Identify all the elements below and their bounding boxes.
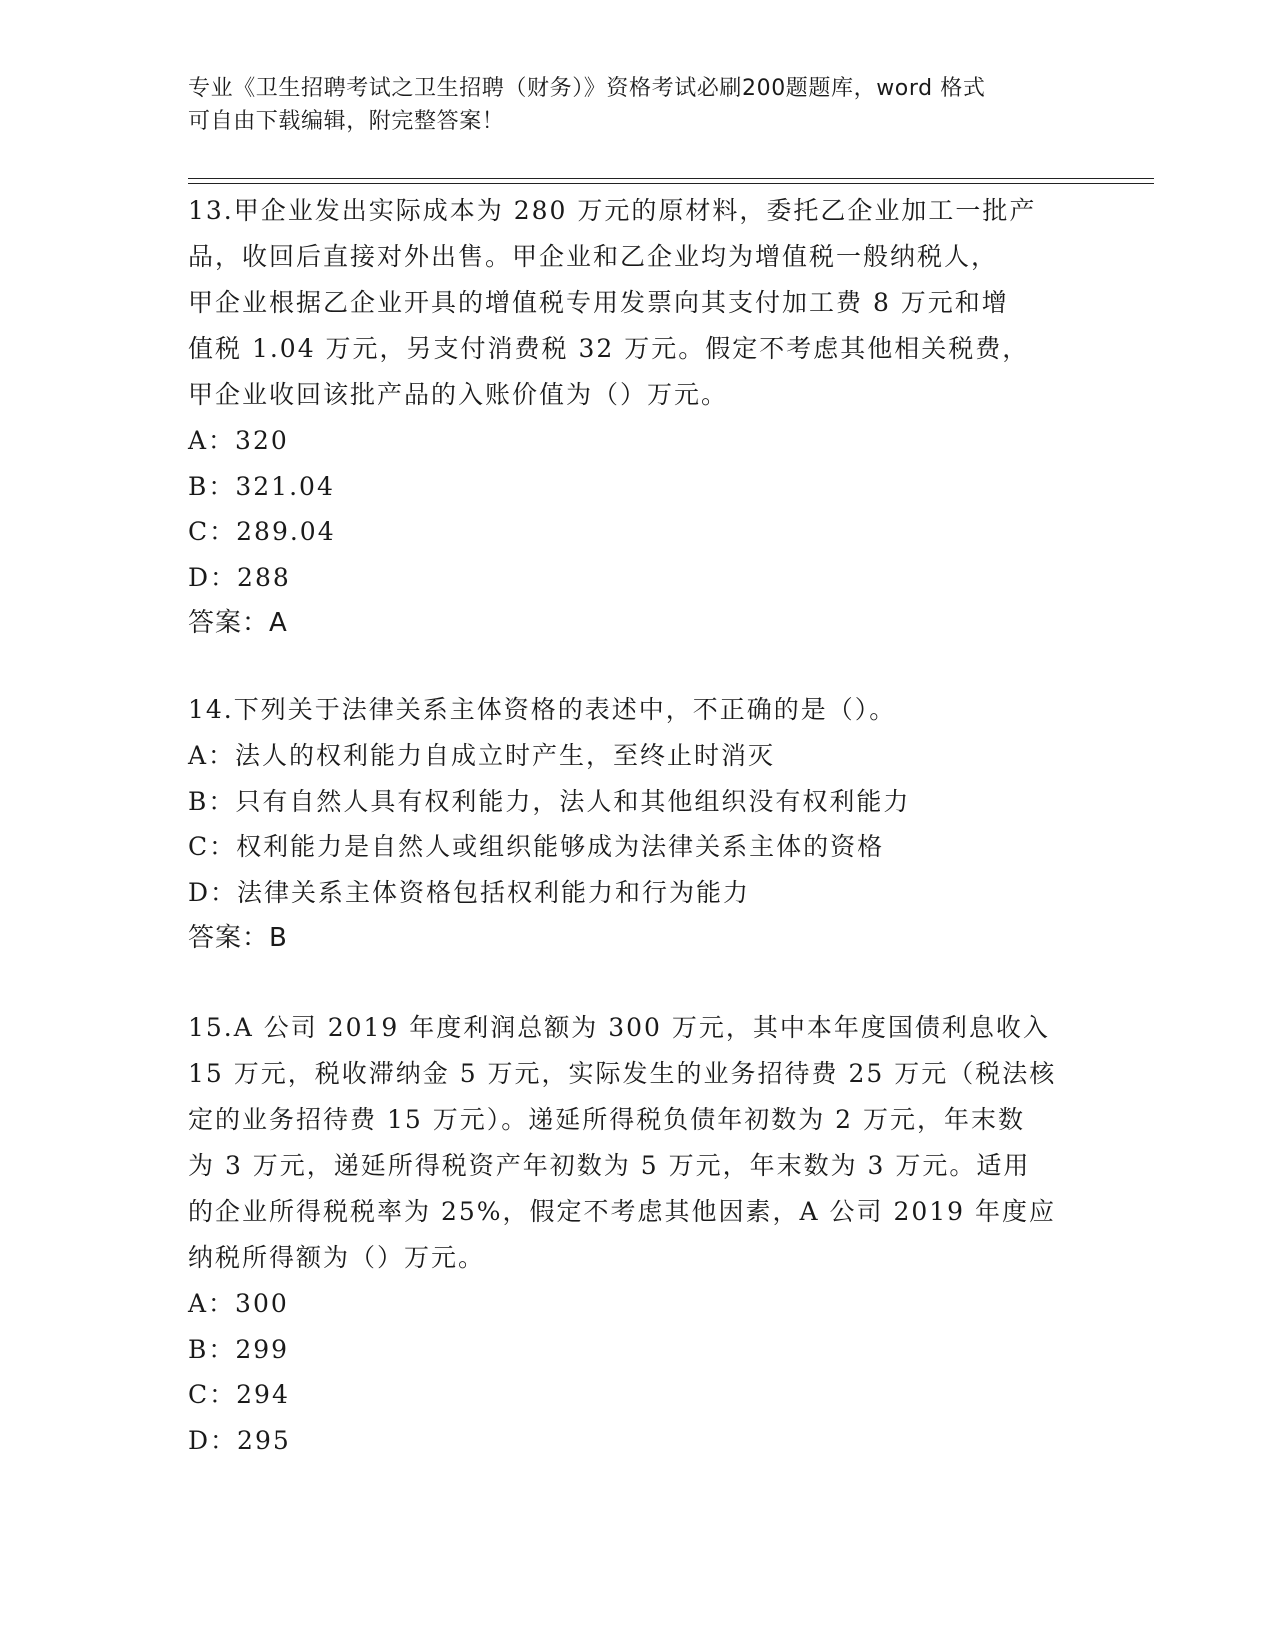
document-header	[188, 72, 1088, 138]
question-stem-line: 的企业所得税税率为 25%，假定不考虑其他因素，A 公司 2019 年度应	[188, 1197, 1057, 1226]
header-subtitle-line: 可自由下载编辑，附完整答案！	[188, 109, 505, 134]
question-stem-line: 15 万元，税收滞纳金 5 万元，实际发生的业务招待费 25 万元（税法核	[188, 1059, 1057, 1088]
option-b: B：只有自然人具有权利能力，法人和其他组织没有权利能力	[188, 786, 911, 816]
header-title-line: 专业《卫生招聘考试之卫生招聘（财务）》资格考试必刷200题题库，word 格式	[188, 76, 986, 101]
option-b: B：299	[188, 1334, 290, 1364]
option-c: C：权利能力是自然人或组织能够成为法律关系主体的资格	[188, 832, 885, 861]
question-stem-line: 甲企业收回该批产品的入账价值为（）万元。	[188, 380, 729, 409]
question-13	[188, 188, 1088, 646]
answer-line: 答案：B	[188, 923, 288, 953]
option-c: C：289.04	[188, 517, 336, 546]
question-stem-line: 13.甲企业发出实际成本为 280 万元的原材料，委托乙企业加工一批产	[188, 196, 1037, 225]
question-stem-line: 值税 1.04 万元，另支付消费税 32 万元。假定不考虑其他相关税费，	[188, 334, 1030, 363]
option-a: A：法人的权利能力自成立时产生，至终止时消灭	[188, 741, 776, 770]
option-c: C：294	[188, 1380, 290, 1409]
header-divider-bottom	[188, 183, 1154, 184]
answer-line: 答案：A	[188, 608, 288, 638]
option-a: A：320	[188, 426, 289, 455]
question-stem-line: 纳税所得额为（）万元。	[188, 1243, 486, 1272]
option-a: A：300	[188, 1289, 289, 1318]
option-d: D：法律关系主体资格包括权利能力和行为能力	[188, 877, 751, 907]
option-d: D：295	[188, 1425, 291, 1455]
question-stem-line: 品，收回后直接对外出售。甲企业和乙企业均为增值税一般纳税人，	[188, 242, 999, 271]
option-b: B：321.04	[188, 471, 335, 501]
header-divider-top	[188, 178, 1154, 179]
question-stem-line: 为 3 万元，递延所得税资产年初数为 5 万元，年末数为 3 万元。适用	[188, 1151, 1031, 1180]
question-14	[188, 687, 1088, 961]
question-stem-line: 14.下列关于法律关系主体资格的表述中，不正确的是（）。	[188, 695, 897, 724]
question-stem-line: 定的业务招待费 15 万元）。递延所得税负债年初数为 2 万元，年末数	[188, 1105, 1026, 1134]
question-15	[188, 1005, 1088, 1463]
option-d: D：288	[188, 562, 291, 592]
question-stem-line: 甲企业根据乙企业开具的增值税专用发票向其支付加工费 8 万元和增	[188, 288, 1009, 317]
question-stem-line: 15.A 公司 2019 年度利润总额为 300 万元，其中本年度国债利息收入	[188, 1013, 1050, 1042]
